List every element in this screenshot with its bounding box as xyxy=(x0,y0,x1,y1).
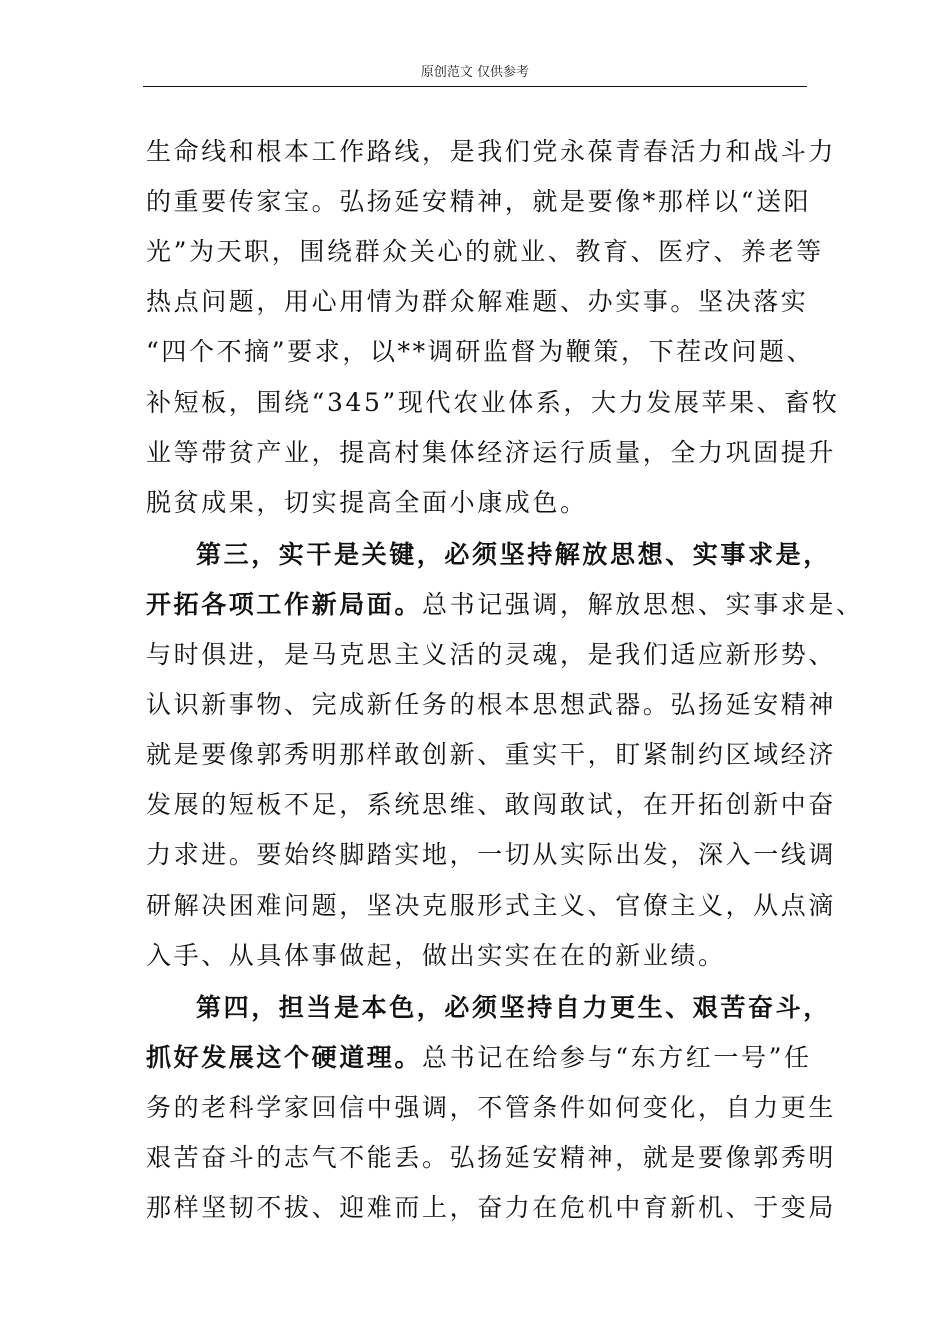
text-line xyxy=(196,993,831,1023)
text-line xyxy=(146,1093,836,1123)
text-run: 研解决困难问题，坚决克服形式主义、官僚主义，从点滴 xyxy=(146,891,837,920)
text-run: 总书记强调，解放思想、实事求是、 xyxy=(422,590,864,619)
text-run: 与时俱进，是马克思主义活的灵魂，是我们适应新形势、 xyxy=(146,640,837,669)
text-line xyxy=(146,488,588,518)
text-run: 业等带贫产业，提高村集体经济运行质量，全力巩固提升 xyxy=(146,438,837,467)
text-run: 认识新事物、完成新任务的根本思想武器。弘扬延安精神 xyxy=(146,690,837,719)
bold-heading-run: 抓好发展这个硬道理。 xyxy=(146,1043,423,1072)
text-line xyxy=(146,891,836,921)
text-line xyxy=(146,187,811,217)
text-run: 入手、从具体事做起，做出实实在在的新业绩。 xyxy=(146,941,726,970)
text-run: 总书记在给参与“东方红一号”任 xyxy=(422,1043,812,1072)
text-line xyxy=(146,690,836,720)
text-line xyxy=(146,1043,812,1073)
text-run: 热点问题，用心用情为群众解难题、办实事。坚决落实 xyxy=(146,287,809,316)
text-line xyxy=(146,840,836,870)
text-line xyxy=(196,540,831,570)
text-line xyxy=(146,337,814,367)
bold-heading-run: 开拓各项工作新局面。 xyxy=(146,590,423,619)
text-run: 务的老科学家回信中强调，不管条件如何变化，自力更生 xyxy=(146,1093,837,1122)
text-line xyxy=(146,640,836,670)
text-run: 那样坚韧不拔、迎难而上，奋力在危机中育新机、于变局 xyxy=(146,1193,837,1222)
text-line xyxy=(146,438,836,468)
text-line xyxy=(146,1143,836,1173)
text-line xyxy=(146,388,839,418)
text-run: 脱贫成果，切实提高全面小康成色。 xyxy=(146,488,588,517)
text-run: 就是要像郭秀明那样敢创新、重实干，盯紧制约区域经济 xyxy=(146,740,837,769)
text-line xyxy=(146,790,836,820)
text-run: 力求进。要始终脚踏实地，一切从实际出发，深入一线调 xyxy=(146,840,837,869)
bold-heading-run: 第四，担当是本色，必须坚持自力更生、艰苦奋斗， xyxy=(196,993,831,1022)
text-line xyxy=(146,590,864,620)
text-line xyxy=(146,941,726,971)
text-line xyxy=(146,287,808,317)
text-line xyxy=(146,137,836,167)
text-line xyxy=(146,740,836,770)
bold-heading-run: 第三，实干是关键，必须坚持解放思想、实事求是， xyxy=(196,540,831,569)
text-line xyxy=(146,237,824,267)
header-divider xyxy=(143,86,807,87)
text-run: 补短板，围绕“345”现代农业体系，大力发展苹果、畜牧 xyxy=(146,388,840,417)
page-header: 原创范文 仅供参考 xyxy=(420,65,530,80)
text-run: 生命线和根本工作路线，是我们党永葆青春活力和战斗力 xyxy=(146,137,837,166)
text-run: 发展的短板不足，系统思维、敢闯敢试，在开拓创新中奋 xyxy=(146,790,837,819)
text-line xyxy=(146,1193,836,1223)
text-run: “四个不摘”要求，以**调研监督为鞭策，下茬改问题、 xyxy=(146,337,815,366)
text-run: 光”为天职，围绕群众关心的就业、教育、医疗、养老等 xyxy=(146,237,824,266)
text-run: 的重要传家宝。弘扬延安精神，就是要像*那样以“送阳 xyxy=(146,187,812,216)
text-run: 艰苦奋斗的志气不能丢。弘扬延安精神，就是要像郭秀明 xyxy=(146,1143,837,1172)
